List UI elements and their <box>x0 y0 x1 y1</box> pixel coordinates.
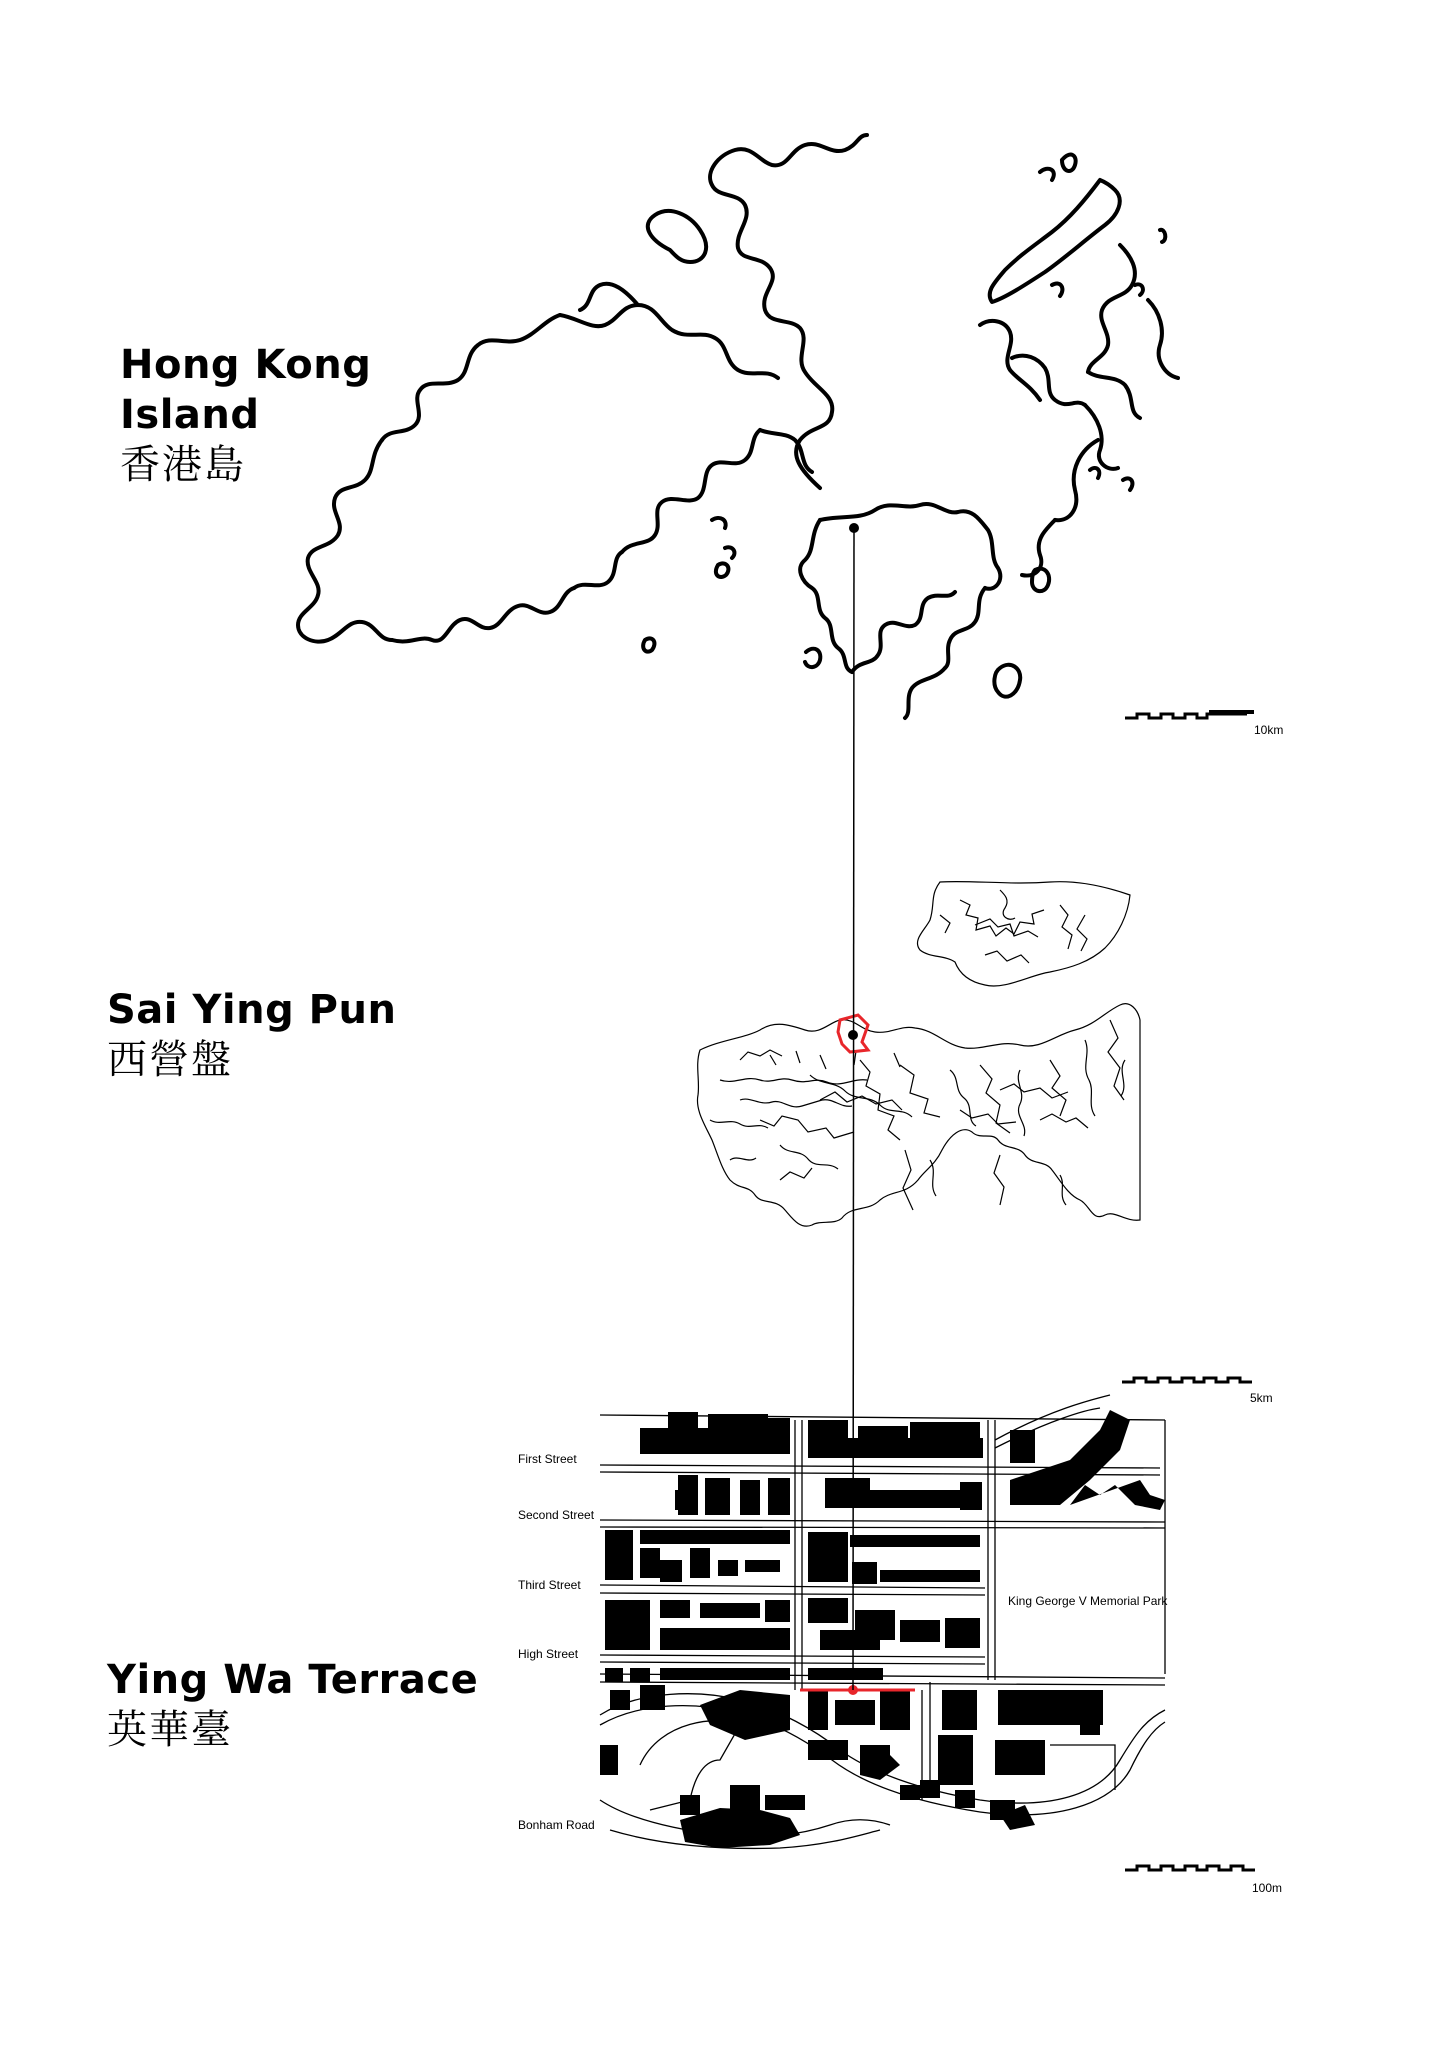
street-label-first-street: First Street <box>518 1452 577 1466</box>
scale-label-100m: 100m <box>1252 1881 1283 1895</box>
scale-label-5km: 5km <box>1250 1391 1273 1405</box>
connector-line <box>853 528 854 1690</box>
ying-wa-terrace-map <box>518 1395 1168 1848</box>
connector-dot-island <box>849 523 859 533</box>
park-label: King George V Memorial Park <box>1008 1594 1168 1608</box>
title-line-2: Island <box>120 392 260 438</box>
title-chinese: 西營盤 <box>107 1037 233 1083</box>
street-label-second-street: Second Street <box>518 1508 595 1522</box>
scale-bar-10km <box>1125 710 1283 737</box>
title-line: Sai Ying Pun <box>107 987 397 1033</box>
title-chinese: 英華臺 <box>107 1707 233 1753</box>
scale-bar-100m <box>1125 1866 1282 1895</box>
street-label-high-street: High Street <box>518 1647 579 1661</box>
street-label-third-street: Third Street <box>518 1578 581 1592</box>
title-line: Ying Wa Terrace <box>107 1657 479 1703</box>
title-chinese: 香港島 <box>120 442 246 488</box>
title-line-1: Hong Kong <box>120 342 372 388</box>
street-label-bonham-road: Bonham Road <box>518 1818 595 1832</box>
hong-kong-island-coast <box>298 135 1178 718</box>
sai-ying-pun-map <box>697 882 1140 1227</box>
connector-dot-sai-ying-pun <box>848 1030 858 1040</box>
scale-bar-5km <box>1122 1378 1273 1405</box>
buildings <box>600 1410 1165 1848</box>
scale-label-10km: 10km <box>1254 723 1284 737</box>
